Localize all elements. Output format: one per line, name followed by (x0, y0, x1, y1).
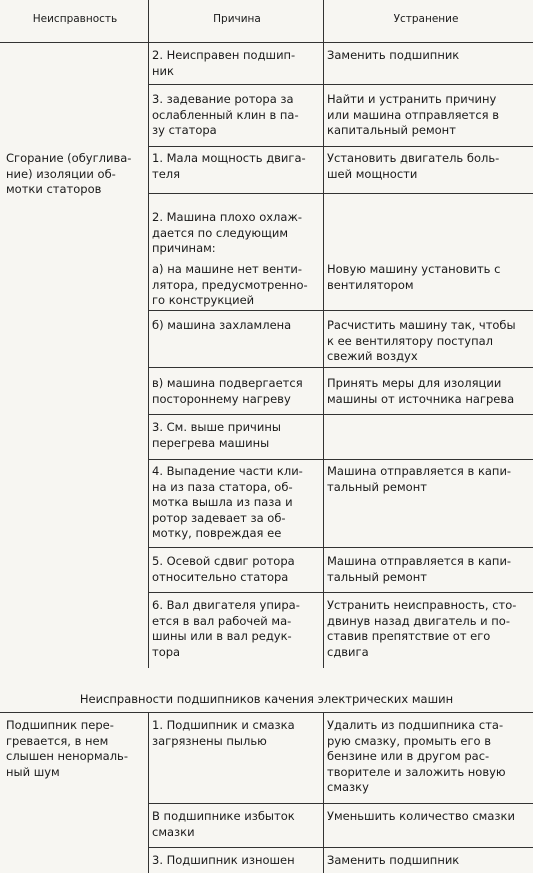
section-title-bearings: Неисправности подшипников качения электрических машин (79, 692, 454, 706)
fault-bearing-overheat: Подшипник пере- гревается, в нем слышен ненормаль- ный шум (6, 718, 128, 779)
cause-cell: 5. Осевой сдвиг ротора относительно статора (152, 554, 295, 584)
row-divider (148, 84, 533, 85)
remedy-cell: Удалить из подшипника ста- рую смазку, промыть его в бензине или в другом рас- творителе и заложить новую смазку (327, 718, 506, 794)
remedy-cell: Установить двигатель боль- шей мощности (327, 151, 500, 181)
cause-cell: а) на машине нет венти- лятора, предусмотренно- го конструкцией (152, 262, 308, 307)
cause-cell: в) машина подвергается постороннему нагреву (152, 376, 303, 406)
row-divider (148, 367, 533, 368)
fault-stator-insulation: Сгорание (обуглива- ние) изоляции об- мотки статоров (6, 151, 132, 196)
remedy-cell: Устранить неисправность, сто- двинув назад двигатель и по- ставив препятствие от его сдвига (327, 598, 517, 659)
row-divider (148, 592, 533, 593)
remedy-cell: Заменить подшипник (327, 853, 460, 867)
cause-cell: 6. Вал двигателя упира- ется в вал рабочей ма- шины или в вал редук- тора (152, 598, 300, 659)
remedy-cell: Новую машину установить с вентилятором (327, 262, 501, 292)
header-fault: Неисправность (32, 13, 118, 25)
row-divider (148, 310, 533, 311)
remedy-cell: Машина отправляется в капи- тальный ремонт (327, 554, 512, 584)
cause-cell: 2. Неисправен подшип- ник (152, 48, 296, 78)
remedy-cell: Принять меры для изоляции машины от источника нагрева (327, 376, 515, 406)
remedy-cell: Найти и устранить причину или машина отправляется в капитальный ремонт (327, 92, 499, 137)
remedy-cell: Уменьшить количество смазки (327, 809, 515, 823)
cause-cell: 4. Выпадение части кли- на из паза статора, об- мотка вышла из паза и ротор задевает за об- мотку, повреждая ее (152, 464, 303, 540)
cause-cell: 3. задевание ротора за ослабленный клин в па- зу статора (152, 92, 299, 137)
cause-cell: 3. Подшипник изношен (152, 853, 295, 867)
cause-cell: 3. См. выше причины перегрева машины (152, 420, 281, 450)
cause-cell: В подшипнике избыток смазки (152, 809, 295, 839)
cause-cell: 1. Подшипник и смазка загрязнены пылью (152, 718, 295, 748)
cause-cell: 2. Машина плохо охлаж- дается по следующим причинам: (152, 210, 302, 255)
header-remedy: Устранение (393, 13, 459, 25)
row-divider (148, 193, 533, 194)
column-divider-1 (148, 0, 149, 668)
remedy-cell: Заменить подшипник (327, 48, 460, 62)
row-divider (148, 414, 533, 415)
column-divider-2 (323, 0, 324, 668)
cause-cell: б) машина захламлена (152, 318, 292, 332)
section-divider (0, 712, 533, 713)
remedy-cell: Расчистить машину так, чтобы к ее вентилятору поступал свежий воздух (327, 318, 516, 363)
remedy-cell: Машина отправляется в капи- тальный ремонт (327, 464, 512, 494)
cause-cell: 1. Мала мощность двига- теля (152, 151, 306, 181)
column-divider-2 (323, 712, 324, 873)
header-cause: Причина (213, 13, 261, 25)
row-divider (148, 847, 533, 848)
row-divider (148, 803, 533, 804)
row-divider (148, 146, 533, 147)
header-divider (0, 42, 533, 43)
row-divider (148, 547, 533, 548)
column-divider-1 (148, 712, 149, 873)
row-divider (148, 459, 533, 460)
